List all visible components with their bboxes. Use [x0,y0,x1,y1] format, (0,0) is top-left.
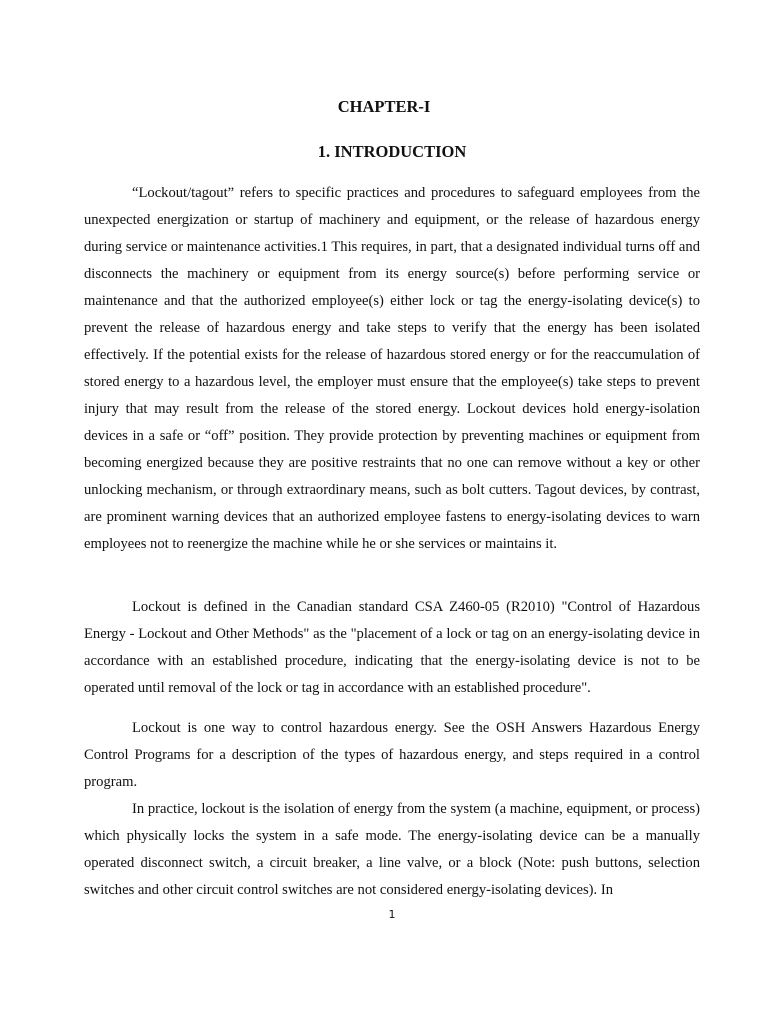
body-paragraph-4 [84,796,700,904]
chapter-heading: CHAPTER-I [337,97,431,116]
paragraph-text: Lockout is one way to control hazardous energy. See the OSH Answers Hazardous Energy Control Programs for a description of the types of hazardous energy, and steps required in a control program. [84,720,700,790]
body-paragraph-2 [84,594,700,702]
paragraph-text: “Lockout/tagout” refers to specific practices and procedures to safeguard employees from the unexpected energization or startup of machinery and equipment, or the release of hazardous energy during service or maintenance activities.1 This requires, in part, that a designated individual turns off and disconnects the machinery or equipment from its energy source(s) before performing service or maintenance and that the authorized employee(s) either lock or tag the energy-isolating device(s) to prevent the release of hazardous energy and take steps to verify that the energy has been isolated effectively. If the potential exists for the release of hazardous stored energy or for the reaccumulation of stored energy to a hazardous level, the employer must ensure that the employee(s) take steps to prevent injury that may result from the release of the stored energy. Lockout devices hold energy-isolation devices in a safe or “off” position. They provide protection by preventing machines or equipment from becoming energized because they are positive restraints that no one can remove without a key or other unlocking mechanism, or through extraordinary means, such as bolt cutters. Tagout devices, by contrast, are prominent warning devices that an authorized employee fastens to energy-isolating devices to warn employees not to reenergize the machine while he or she services or maintains it. [84,185,700,552]
body-paragraph-3 [84,715,700,796]
section-heading: 1. INTRODUCTION [317,142,467,161]
body-paragraph-1 [84,180,700,558]
paragraph-text: In practice, lockout is the isolation of energy from the system (a machine, equipment, or process) which physically locks the system in a safe mode. The energy-isolating device can be a manually operated disconnect switch, a circuit breaker, a line valve, or a block (Note: push buttons, selection switches and other circuit control switches are not considered energy-isolating devices). In [84,801,700,898]
paragraph-text: Lockout is defined in the Canadian standard CSA Z460-05 (R2010) "Control of Hazardous Energy - Lockout and Other Methods" as the "placement of a lock or tag on an energy-isolating device in accordance with an established procedure, indicating that the energy-isolating device is not to be operated until removal of the lock or tag in accordance with an established procedure". [84,599,700,696]
page-number: 1 [388,908,396,921]
